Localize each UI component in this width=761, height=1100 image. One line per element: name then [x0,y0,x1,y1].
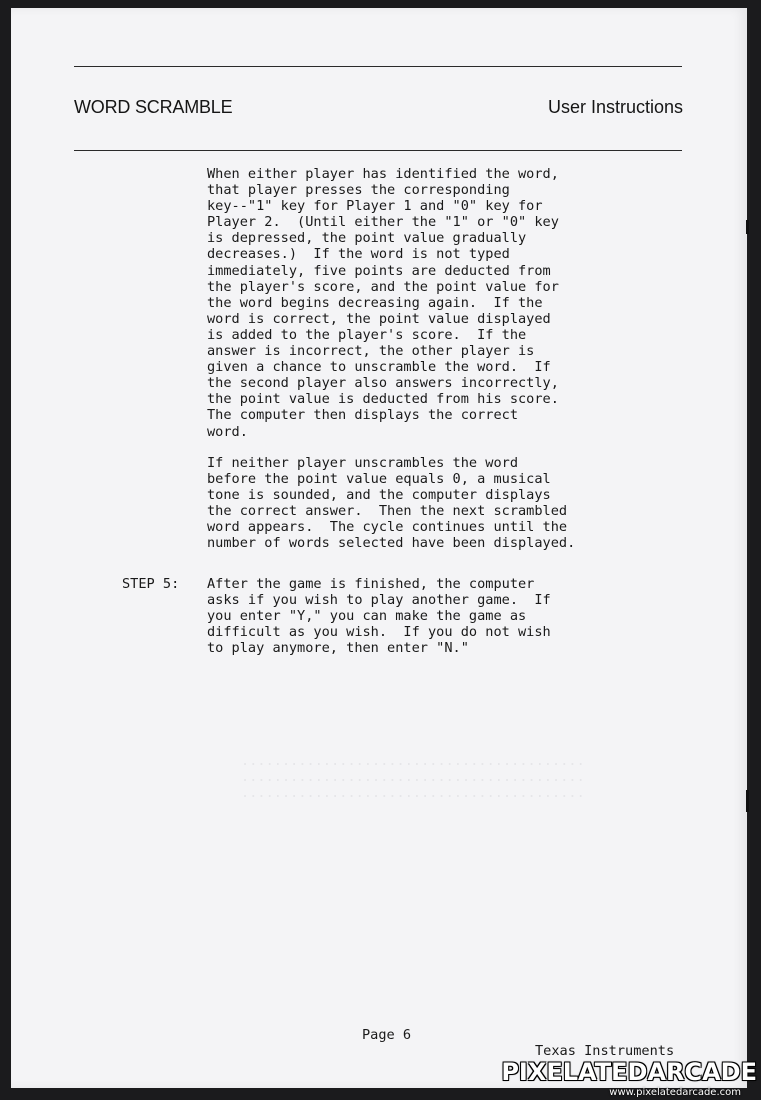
publisher-name: Texas Instruments [535,1043,675,1059]
header-bottom-rule [74,150,682,151]
step-5-label: STEP 5: [122,576,180,592]
document-page [11,8,747,1088]
page-number: Page 6 [362,1027,412,1043]
document-title: WORD SCRAMBLE [74,97,233,117]
header-top-rule [74,66,682,67]
section-title: User Instructions [547,97,683,117]
bleed-through-text: .......................................... .......................................... .......................................... [241,753,585,802]
step-5-text: After the game is finished, the computer asks if you wish to play another game. If you enter "Y," you can make the game as difficult as you wish. If you do not wish to play anymore, then enter "N." [207,576,551,657]
page-edge-mark [746,790,749,812]
page-edge-mark [746,220,749,234]
watermark-brand: PIXELATEDARCADE [501,1058,757,1086]
instructions-paragraph-2: If neither player unscrambles the word before the point value equals 0, a musical tone is sounded, and the computer displays the correct answer. Then the next scrambled word appears. The cycle continues until the number of words selected have been displayed. [207,455,576,552]
instructions-paragraph-1: When either player has identified the word, that player presses the corresponding key--"1" key for Player 1 and "0" key for Player 2. (Until either the "1" or "0" key is depressed, the point value gradually decreases.) If the word is not typed immediately, five points are deducted from the player's score, and the point value for the word begins decreasing again. If the word is correct, the point value displayed is added to the player's score. If the answer is incorrect, the other player is given a chance to unscramble the word. If the second player also answers incorrectly, the point value is deducted from his score. The computer then displays the correct word. [207,166,559,440]
watermark-url: www.pixelatedarcade.com [609,1087,741,1098]
